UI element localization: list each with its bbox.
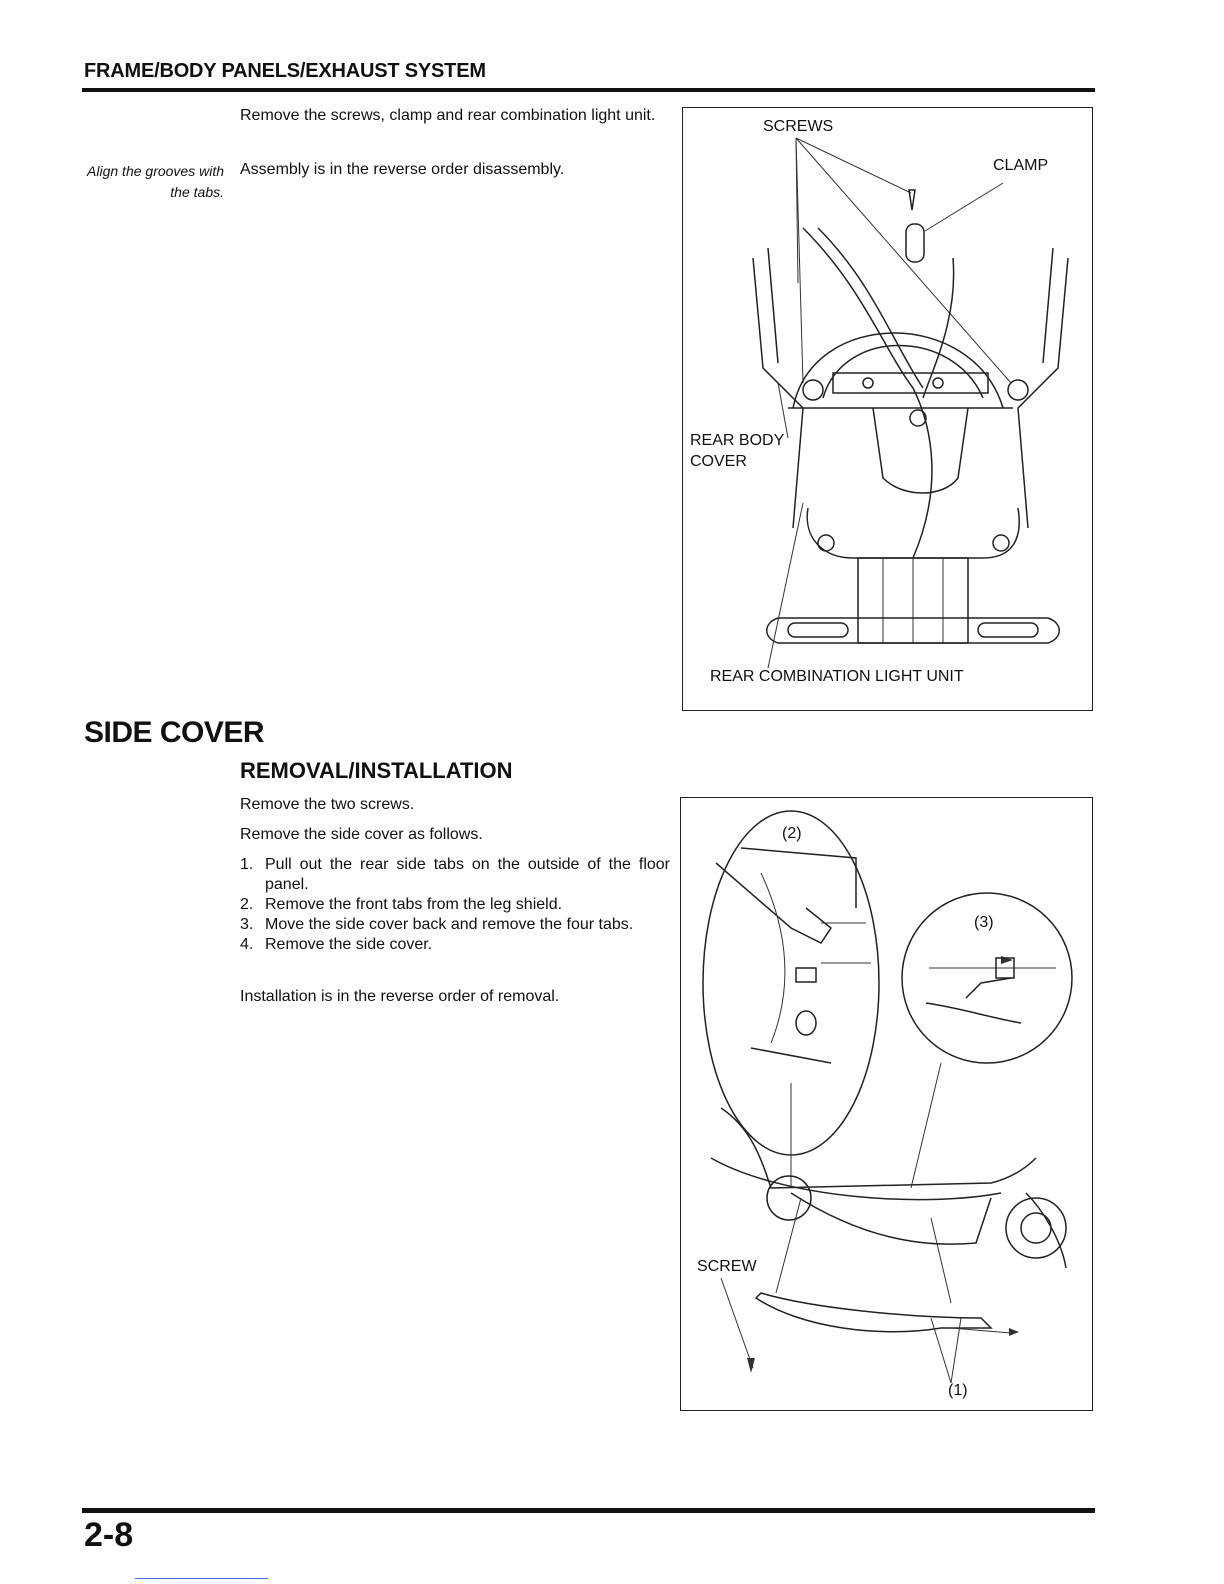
label-screw: SCREW [697,1258,757,1275]
intro-remove-screws: Remove the two screws. [240,796,415,813]
section-header: FRAME/BODY PANELS/EXHAUST SYSTEM [84,60,486,82]
footer-link-underline [135,1578,268,1579]
step-item: 1. Pull out the rear side tabs on the outside of the floor panel. [240,856,670,893]
instruction-text: Remove the screws, clamp and rear combination light unit. [240,107,656,124]
callout-2: (2) [782,825,802,842]
intro-remove-cover: Remove the side cover as follows. [240,826,483,843]
figure-side-cover [680,797,1093,1411]
closing-note: Installation is in the reverse order of removal. [240,988,560,1005]
callout-3: (3) [974,914,994,931]
footer-rule [82,1508,1095,1513]
label-rear-combination-light-unit: REAR COMBINATION LIGHT UNIT [710,668,964,685]
figure-rear-light-unit [682,107,1093,711]
steps-list [240,855,670,955]
label-rear-body-cover-1: REAR BODY [690,432,785,449]
step-item: 3. Move the side cover back and remove the four tabs. [240,916,634,933]
step-item: 2. Remove the front tabs from the leg shield. [240,896,563,913]
label-clamp: CLAMP [993,157,1049,174]
section-title: SIDE COVER [84,716,265,749]
label-screws: SCREWS [763,118,834,135]
side-note: Align the grooves with the tabs. [87,163,224,200]
side-cover-illustration [681,798,1091,1408]
label-rear-body-cover-2: COVER [690,453,747,470]
page-number: 2-8 [84,1516,134,1554]
header-rule [82,88,1095,92]
rear-light-illustration [683,108,1091,708]
assembly-note: Assembly is in the reverse order disassembly. [240,161,565,178]
callout-1: (1) [948,1382,968,1399]
subsection-title: REMOVAL/INSTALLATION [240,758,513,783]
step-item: 4. Remove the side cover. [240,936,433,953]
